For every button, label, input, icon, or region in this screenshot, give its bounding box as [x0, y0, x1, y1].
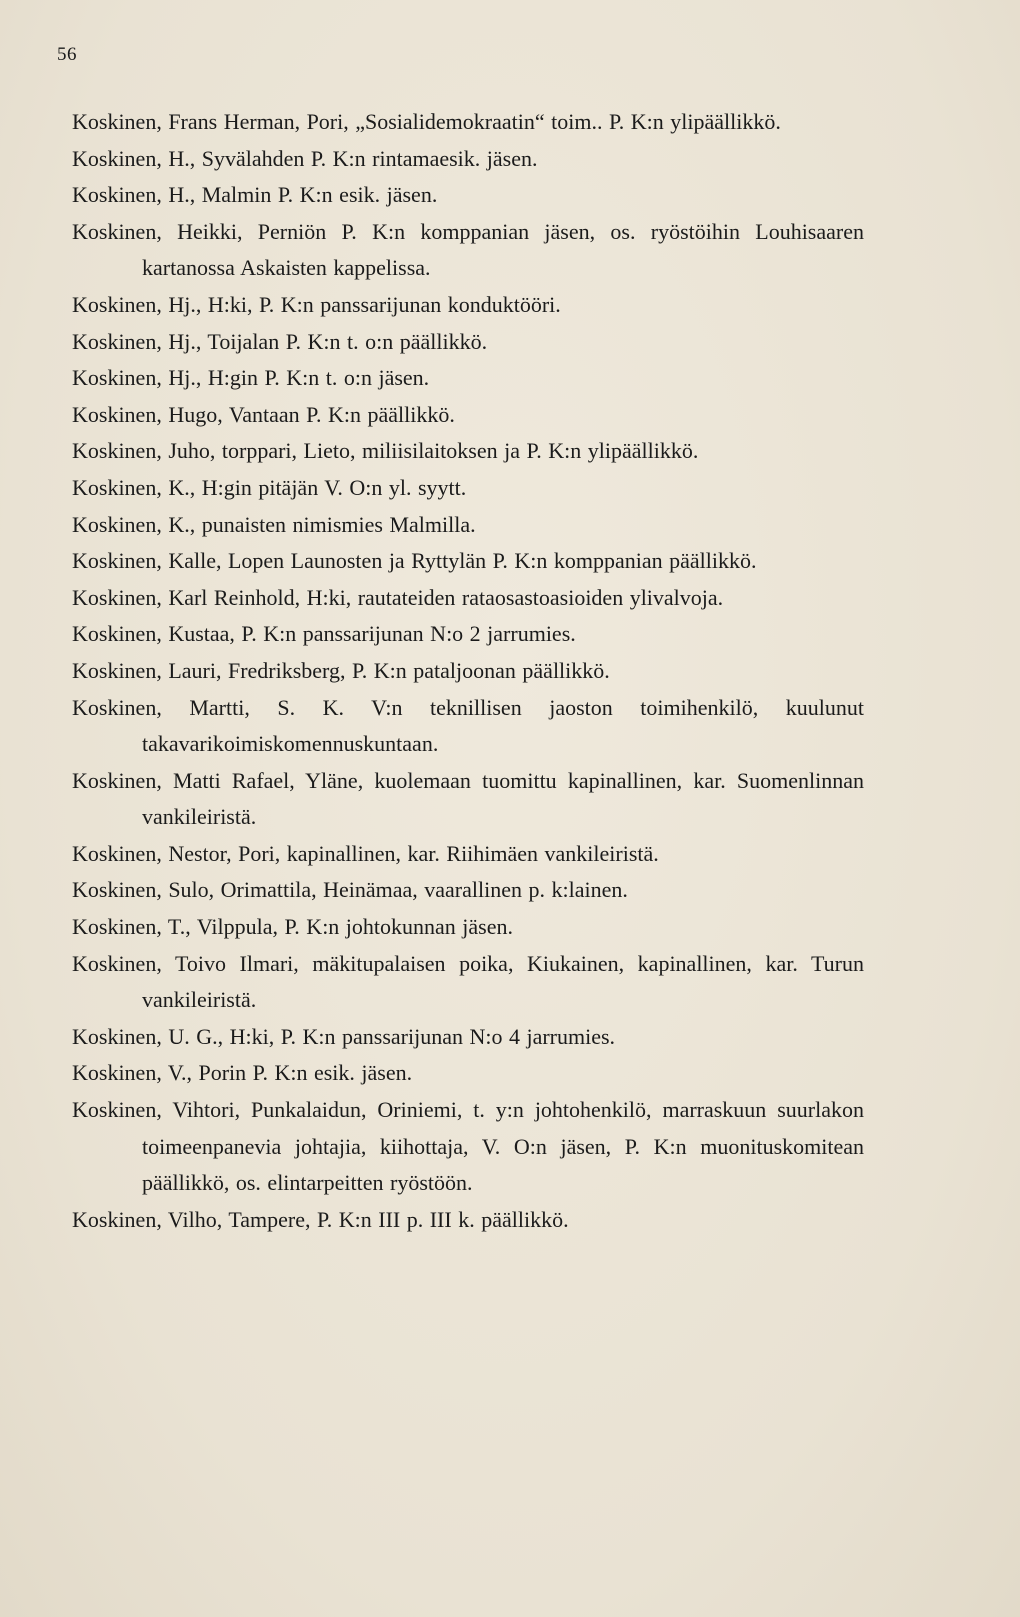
list-item: Koskinen, Vihtori, Punkalaidun, Oriniemi, t. y:n johtohenkilö, marraskuun suurlakon toimeenpanevia johtajia, kiihottaja, V. O:n jäsen, P. K:n muonituskomitean päällikkö, os. elintarpeitten ryöstöön. [72, 1097, 864, 1196]
list-item: Koskinen, Hj., H:ki, P. K:n panssarijunan konduktööri. [72, 291, 561, 317]
list-item: Koskinen, Hugo, Vantaan P. K:n päällikkö. [72, 401, 455, 427]
list-item: Koskinen, Heikki, Perniön P. K:n komppanian jäsen, os. ryöstöihin Louhisaaren kartanossa Askaisten kappelissa. [72, 218, 864, 281]
list-item: Koskinen, Nestor, Pori, kapinallinen, kar. Riihimäen vankileiristä. [72, 840, 659, 866]
list-item: Koskinen, H., Malmin P. K:n esik. jäsen. [72, 182, 438, 208]
list-item: Koskinen, T., Vilppula, P. K:n johtokunnan jäsen. [72, 914, 513, 940]
entry-list [72, 104, 864, 1238]
list-item: Koskinen, Karl Reinhold, H:ki, rautateiden rataosastoasioiden ylivalvoja. [72, 584, 724, 610]
list-item: Koskinen, K., punaisten nimismies Malmilla. [72, 511, 476, 537]
list-item: Koskinen, Kalle, Lopen Launosten ja Ryttylän P. K:n komppanian päällikkö. [72, 548, 757, 574]
list-item: Koskinen, H., Syvälahden P. K:n rintamaesik. jäsen. [72, 145, 538, 171]
list-item: Koskinen, Vilho, Tampere, P. K:n III p. III k. päällikkö. [72, 1206, 569, 1232]
page-number: 56 [57, 44, 77, 65]
list-item: Koskinen, Hj., H:gin P. K:n t. o:n jäsen. [72, 365, 430, 391]
list-item: Koskinen, V., Porin P. K:n esik. jäsen. [72, 1060, 413, 1086]
list-item: Koskinen, Frans Herman, Pori, „Sosialidemokraatin“ toim.. P. K:n ylipäällikkö. [72, 109, 781, 134]
list-item: Koskinen, K., H:gin pitäjän V. O:n yl. syytt. [72, 474, 467, 500]
list-item: Koskinen, Matti Rafael, Yläne, kuolemaan tuomittu kapinallinen, kar. Suomenlinnan vankileiristä. [72, 767, 864, 830]
list-item: Koskinen, Lauri, Fredriksberg, P. K:n pataljoonan päällikkö. [72, 657, 610, 683]
list-item: Koskinen, Sulo, Orimattila, Heinämaa, vaarallinen p. k:lainen. [72, 877, 628, 903]
list-item: Koskinen, Martti, S. K. V:n teknillisen jaoston toimihenkilö, kuulunut takavarikoimiskomennuskuntaan. [72, 694, 864, 757]
list-item: Koskinen, U. G., H:ki, P. K:n panssarijunan N:o 4 jarrumies. [72, 1023, 616, 1049]
list-item: Koskinen, Hj., Toijalan P. K:n t. o:n päällikkö. [72, 328, 488, 354]
list-item: Koskinen, Juho, torppari, Lieto, miliisilaitoksen ja P. K:n ylipäällikkö. [72, 438, 699, 464]
list-item: Koskinen, Kustaa, P. K:n panssarijunan N:o 2 jarrumies. [72, 621, 576, 647]
list-item: Koskinen, Toivo Ilmari, mäkitupalaisen poika, Kiukainen, kapinallinen, kar. Turun vankileiristä. [72, 950, 864, 1013]
